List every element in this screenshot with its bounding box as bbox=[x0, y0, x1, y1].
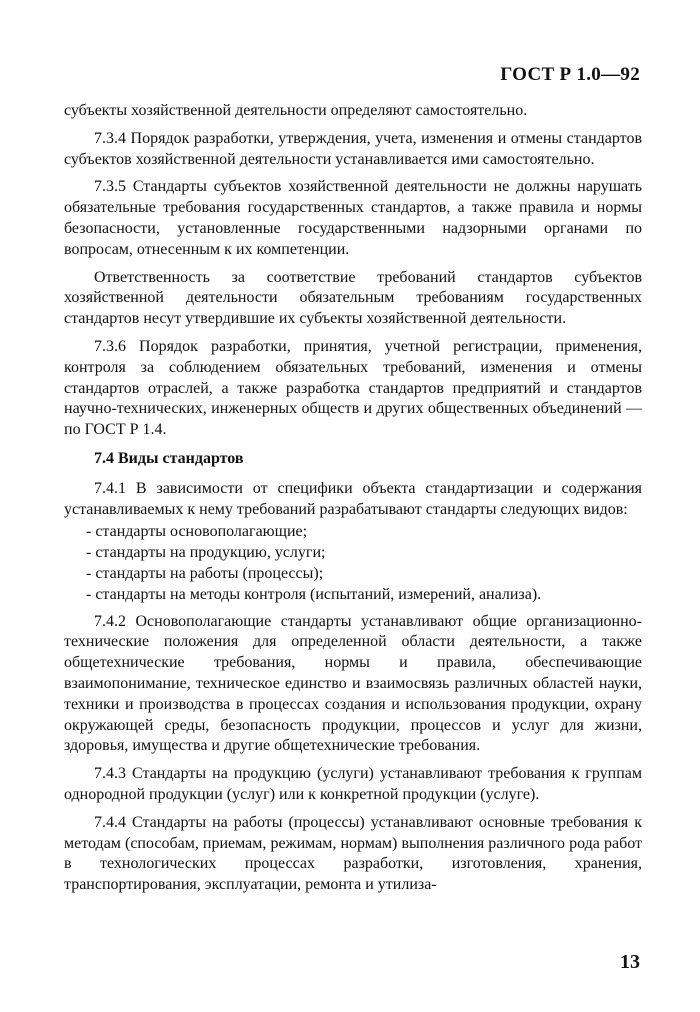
paragraph-responsibility: Ответственность за соответствие требований стандартов субъектов хозяйственной деятельности обязательным требованиям государственных стандартов несут утвердившие их субъекты хозяйственной деятельности. bbox=[64, 268, 642, 328]
paragraph-continuation: субъекты хозяйственной деятельности определяют самостоятельно. bbox=[64, 102, 528, 119]
section-heading-7-4: 7.4 Виды стандартов bbox=[94, 449, 244, 467]
page-number: 13 bbox=[620, 951, 640, 973]
standards-types-list bbox=[64, 522, 642, 605]
paragraph-7-4-4: 7.4.4 Стандарты на работы (процессы) устанавливают основные требования к методам (способам, приемам, режимам, нормам) выполнения различного рода работ в технологических процессах разработки, изготовления, хранения, транспортирования, эксплуатации, ремонта и утилиза- bbox=[64, 813, 642, 894]
paragraph-7-3-4: 7.3.4 Порядок разработки, утверждения, учета, изменения и отмены стандартов субъектов хозяйственной деятельности устанавливается ими самостоятельно. bbox=[64, 129, 642, 168]
paragraph-7-3-6: 7.3.6 Порядок разработки, принятия, учетной регистрации, применения, контроля за соблюдением обязательных требований, изменения и отмены стандартов отраслей, а также разработка стандартов предприятий и стандартов научно-технических, инженерных обществ и других общественных объединений — по ГОСТ Р 1.4. bbox=[64, 337, 642, 439]
list-item: - стандарты на работы (процессы); bbox=[86, 564, 324, 582]
document-code: ГОСТ Р 1.0—92 bbox=[500, 64, 640, 85]
list-item: - стандарты основополагающие; bbox=[86, 523, 308, 541]
document-body bbox=[64, 101, 642, 903]
list-item: - стандарты на продукцию, услуги; bbox=[86, 544, 326, 562]
paragraph-7-4-3: 7.4.3 Стандарты на продукцию (услуги) устанавливают требования к группам однородной продукции (услуг) или к конкретной продукции (услуге). bbox=[64, 765, 642, 803]
paragraph-7-4-2: 7.4.2 Основополагающие стандарты устанавливают общие организационно-технические положения для определенной области деятельности, а также общетехнические требования, нормы и правила, обеспечивающие взаимопонимание, техническое единство и взаимосвязь различных областей науки, техники и производства в процессах создания и использования продукции, охрану окружающей среды, безопасность продукции, процессов и услуг для жизни, здоровья, имущества и другие общетехнические требования. bbox=[64, 612, 642, 755]
paragraph-7-4-1: 7.4.1 В зависимости от специфики объекта стандартизации и содержания устанавливаемых к нему требований разрабатывают стандарты следующих видов: bbox=[64, 479, 642, 518]
list-item: - стандарты на методы контроля (испытаний, измерений, анализа). bbox=[86, 585, 542, 603]
paragraph-7-3-5: 7.3.5 Стандарты субъектов хозяйственной деятельности не должны нарушать обязательные требования государственных стандартов, а также правила и нормы безопасности, установленные государственными надзорными органами по вопросам, отнесенным к их компетенции. bbox=[64, 178, 642, 258]
